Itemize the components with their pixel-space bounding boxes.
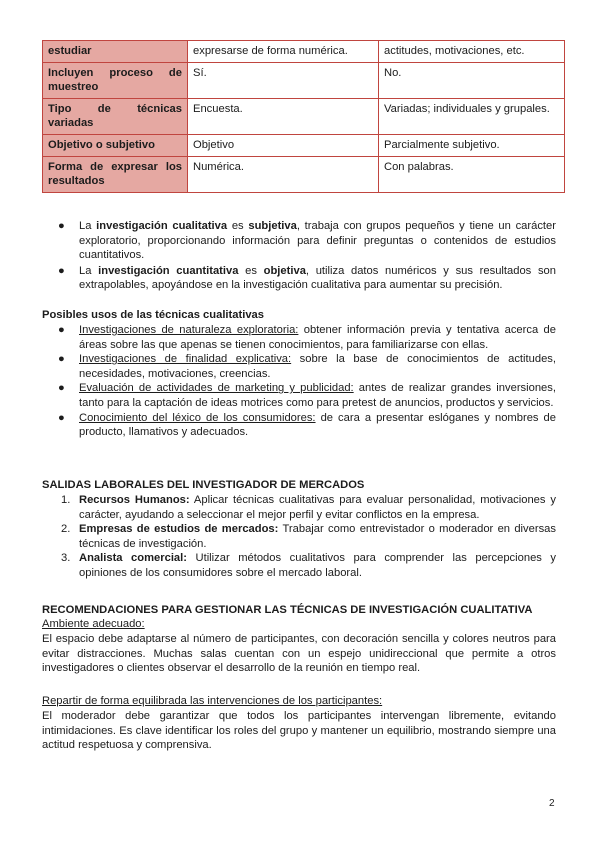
page-number: 2: [549, 798, 555, 809]
list-item: ● Investigaciones de finalidad explicativa: sobre la base de conocimientos de actitudes, necesidades, motivaciones, creencias.: [58, 353, 557, 380]
table-row: [43, 63, 565, 99]
bullet-icon: ●: [58, 411, 65, 424]
list-item: ● Evaluación de actividades de marketing y publicidad: antes de realizar grandes inversiones, tanto para la captación de ideas motrices como para pretest de anuncios, productos y servicios.: [58, 382, 556, 409]
summary-list: [42, 219, 556, 293]
list-item: ● Conocimiento del léxico de los consumidores: de cara a presentar eslóganes y nombres de producto, llamativos y adecuados.: [58, 411, 556, 439]
table-row: [43, 41, 565, 63]
row-header-cell: estudiar: [43, 41, 188, 63]
bullet-icon: ●: [58, 324, 65, 336]
table-cell: Numérica.: [188, 157, 379, 193]
list-item: ● Investigaciones de naturaleza exploratoria: obtener información previa y tentativa acerca de áreas sobre las que apenas se tienen conocimientos, para familiarizarse con ellas.: [58, 324, 556, 351]
uses-list: [42, 323, 556, 440]
table-cell: Parcialmente subjetivo.: [379, 135, 565, 157]
row-header-cell: Tipo de técnicas variadas: [43, 99, 188, 135]
table-cell: actitudes, motivaciones, etc.: [379, 41, 565, 63]
list-item: ● La investigación cuantitativa es objetiva, utiliza datos numéricos y sus resultados son extrapolables, apoyándose en la investigación cualitativa para aumentar su precisión.: [58, 264, 556, 292]
table-row: [43, 135, 565, 157]
section-title: Posibles usos de las técnicas cualitativas: [42, 309, 264, 321]
table-row: [43, 157, 565, 193]
paragraph: El moderador debe garantizar que todos los participantes intervengan libremente, evitando intimidaciones. Es clave identificar los roles del grupo y mantener un equilibrio, mostrando siempre una actitud respetuosa y comprensiva.: [42, 710, 556, 752]
table-row: [43, 99, 565, 135]
section-title: SALIDAS LABORALES DEL INVESTIGADOR DE MERCADOS: [42, 479, 365, 491]
bullet-icon: ●: [58, 382, 65, 395]
bullet-icon: ●: [58, 220, 65, 232]
table-cell: expresarse de forma numérica.: [188, 41, 379, 63]
comparison-table: [42, 40, 565, 193]
table-cell: Objetivo: [188, 135, 379, 157]
list-item: 3. Analista comercial: Utilizar métodos cualitativos para comprender las percepciones y opiniones de los consumidores sobre el mercado laboral.: [61, 552, 556, 579]
outlets-list: [42, 493, 556, 581]
bullet-icon: ●: [58, 264, 65, 277]
table-cell: Con palabras.: [379, 157, 565, 193]
list-item: 1. Recursos Humanos: Aplicar técnicas cualitativas para evaluar personalidad, motivaciones y carácter, ayudando a seleccionar el mejor perfil y evitar conflictos en la empresa.: [61, 494, 557, 521]
row-header-cell: Incluyen proceso de muestreo: [43, 63, 188, 99]
table-cell: Sí.: [188, 63, 379, 99]
paragraph: El espacio debe adaptarse al número de participantes, con decoración sencilla y colores neutros para evitar distracciones. Muchas salas cuentan con un espejo unidireccional que permite a otros investigadores o clientes observar el desarrollo de la reunión en tiempo real.: [42, 633, 556, 675]
table-cell: No.: [379, 63, 565, 99]
subsection-heading: Repartir de forma equilibrada las intervenciones de los participantes:: [42, 695, 383, 707]
row-header-cell: Forma de expresar los resultados: [43, 157, 188, 193]
subsection-heading: Ambiente adecuado:: [42, 618, 145, 630]
list-item: ● La investigación cualitativa es subjetiva, trabaja con grupos pequeños y tiene un carácter exploratorio, proporcionando información para definir preguntas o contenidos de estudios cuantitativos.: [58, 220, 556, 262]
bullet-icon: ●: [58, 353, 65, 366]
table-cell: Encuesta.: [188, 99, 379, 135]
table-cell: Variadas; individuales y grupales.: [379, 99, 565, 135]
list-item: 2. Empresas de estudios de mercados: Trabajar como entrevistador o moderador en diversas técnicas de investigación.: [61, 523, 556, 550]
section-title: RECOMENDACIONES PARA GESTIONAR LAS TÉCNICAS DE INVESTIGACIÓN CUALITATIVA: [42, 604, 533, 616]
row-header-cell: Objetivo o subjetivo: [43, 135, 188, 157]
